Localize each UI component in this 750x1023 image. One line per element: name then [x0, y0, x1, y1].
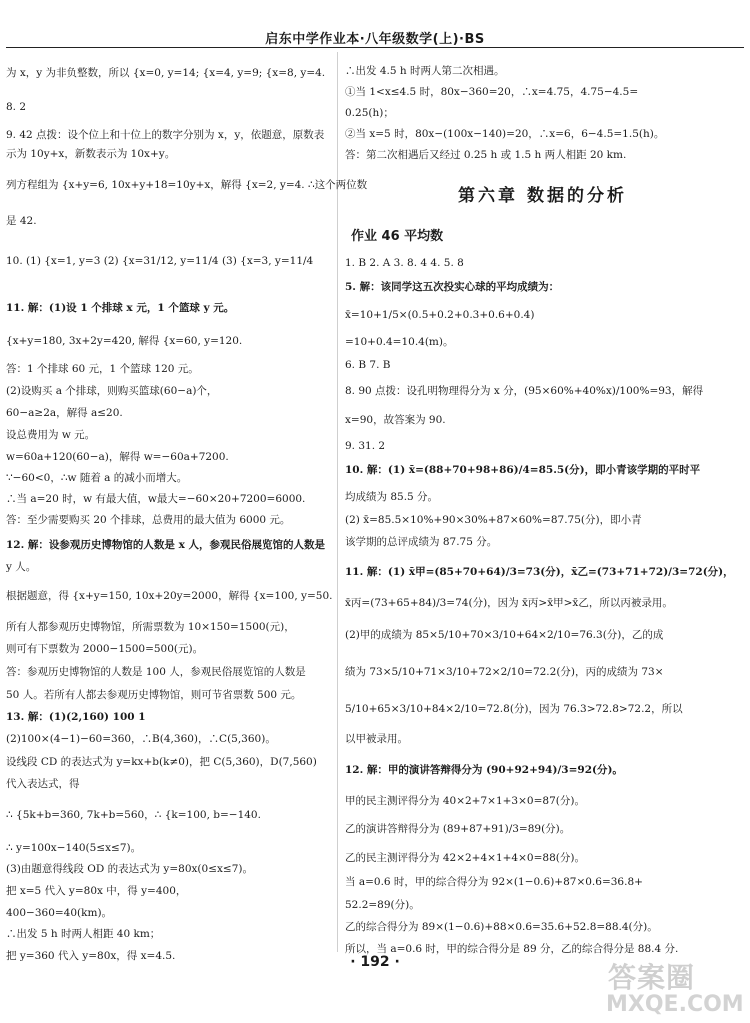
- text-line: 示为 10y+x，新数表示为 10x+y。: [6, 148, 176, 160]
- text-line: 答：至少需要购买 20 个排球，总费用的最大值为 6000 元。: [6, 514, 291, 526]
- text-line: 均成绩为 85.5 分。: [345, 491, 439, 503]
- text-line: w=60a+120(60−a)，解得 w=−60a+7200.: [6, 451, 229, 463]
- text-line: 答：第二次相遇后又经过 0.25 h 或 1.5 h 两人相距 20 km.: [345, 149, 627, 161]
- text-line: y 人。: [6, 561, 37, 573]
- text-line: 乙的民主测评得分为 42×2+4×1+4×0=88(分)。: [345, 852, 585, 864]
- text-line: 答：1 个排球 60 元，1 个篮球 120 元。: [6, 363, 199, 375]
- text-line: ∵−60<0，∴w 随着 a 的减小而增大。: [6, 472, 188, 484]
- text-line: 8. 2: [6, 101, 27, 113]
- text-line: 10. (1) {x=1, y=3 (2) {x=31/12, y=11/4 (3) {x=3, y=11/4: [6, 255, 314, 267]
- text-line: x̄丙=(73+65+84)/3=74(分)，因为 x̄丙>x̄甲>x̄乙，所以丙被录用。: [345, 597, 673, 609]
- text-line: (2) x̄=85.5×10%+90×30%+87×60%=87.75(分)，即小青: [345, 514, 642, 526]
- text-line: 列方程组为 {x+y=6, 10x+y+18=10y+x，解得 {x=2, y=4. ∴这个两位数: [6, 179, 368, 191]
- text-line: ②当 x=5 时，80x−(100x−140)=20，∴x=6，6−4.5=1.5(h)。: [345, 128, 665, 140]
- text-line: 为 x，y 为非负整数，所以 {x=0, y=14; {x=4, y=9; {x=8, y=4.: [6, 67, 326, 79]
- text-line: {x+y=180, 3x+2y=420, 解得 {x=60, y=120.: [6, 335, 243, 347]
- watermark-logo: [606, 956, 746, 1020]
- text-line: 5. 解：该同学这五次投实心球的平均成绩为：: [345, 281, 560, 293]
- text-line: 13. 解：(1)(2,160) 100 1: [6, 711, 146, 723]
- text-line: 是 42.: [6, 215, 37, 227]
- text-line: ∴当 a=20 时，w 有最大值，w最大=−60×20+7200=6000.: [6, 493, 306, 505]
- watermark-site-text: MXQE.COM: [606, 992, 744, 1017]
- text-line: 根据题意，得 {x+y=150, 10x+20y=2000，解得 {x=100, y=50.: [6, 590, 333, 602]
- text-line: 所以，当 a=0.6 时，甲的综合得分是 89 分，乙的综合得分是 88.4 分.: [345, 943, 679, 955]
- text-line: 甲的民主测评得分为 40×2+7×1+3×0=87(分)。: [345, 795, 585, 807]
- text-line: 11. 解：(1) x̄甲=(85+70+64)/3=73(分)，x̄乙=(73+71+72)/3=72(分)，: [345, 566, 734, 578]
- text-line: 12. 解：甲的演讲答辩得分为 (90+92+94)/3=92(分)。: [345, 764, 623, 776]
- text-line: 9. 42 点拨：设个位上和十位上的数字分别为 x，y，依题意，原数表: [6, 129, 325, 141]
- text-line: 5/10+65×3/10+84×2/10=72.8(分)，因为 76.3>72.8>72.2，所以: [345, 703, 683, 715]
- text-line: x̄=10+1/5×(0.5+0.2+0.3+0.6+0.4): [345, 309, 535, 321]
- text-line: 乙的综合得分为 89×(1−0.6)+88×0.6=35.6+52.8=88.4(分)。: [345, 921, 658, 933]
- text-line: 8. 90 点拨：设孔明物理得分为 x 分，(95×60%+40%x)/100%=93，解得: [345, 385, 704, 397]
- header-rule: [6, 47, 744, 48]
- text-line: 11. 解：(1)设 1 个排球 x 元，1 个篮球 y 元。: [6, 302, 235, 314]
- text-line: 当 a=0.6 时，甲的综合得分为 92×(1−0.6)+87×0.6=36.8+: [345, 876, 643, 888]
- page-header-title: 启东中学作业本·八年级数学(上)·BS: [265, 32, 485, 47]
- text-line: 答：参观历史博物馆的人数是 100 人，参观民俗展览馆的人数是: [6, 666, 306, 678]
- text-line: 把 x=5 代入 y=80x 中，得 y=400，: [6, 885, 187, 897]
- text-line: 代入表达式，得: [6, 778, 80, 790]
- text-line: 设线段 CD 的表达式为 y=kx+b(k≠0)，把 C(5,360)，D(7,560): [6, 756, 317, 768]
- text-line: (2)设购买 a 个排球，则购买篮球(60−a)个，: [6, 385, 218, 397]
- text-line: 设总费用为 w 元。: [6, 429, 96, 441]
- text-line: ∴ {5k+b=360, 7k+b=560，∴ {k=100, b=−140.: [6, 809, 261, 821]
- text-line: (3)由题意得线段 OD 的表达式为 y=80x(0≤x≤7)。: [6, 863, 253, 875]
- text-line: (2)甲的成绩为 85×5/10+70×3/10+64×2/10=76.3(分)，乙的成: [345, 629, 664, 641]
- text-line: 1. B 2. A 3. 8. 4 4. 5. 8: [345, 257, 464, 269]
- text-line: ①当 1<x≤4.5 时，80x−360=20，∴x=4.75，4.75−4.5=: [345, 86, 639, 98]
- text-line: 所有人都参观历史博物馆，所需票数为 10×150=1500(元)，: [6, 621, 295, 633]
- text-line: 52.2=89(分)。: [345, 899, 420, 911]
- text-line: 该学期的总评成绩为 87.75 分。: [345, 536, 498, 548]
- text-line: 0.25(h)；: [345, 107, 394, 119]
- text-line: 9. 31. 2: [345, 440, 386, 452]
- text-line: =10+0.4=10.4(m)。: [345, 336, 454, 348]
- text-line: x=90，故答案为 90.: [345, 414, 446, 426]
- text-line: (2)100×(4−1)−60=360，∴B(4,360)，∴C(5,360)。: [6, 733, 276, 745]
- section-title: 作业 46 平均数: [351, 229, 444, 244]
- text-line: ∴ y=100x−140(5≤x≤7)。: [6, 842, 142, 854]
- text-line: 400−360=40(km)。: [6, 907, 113, 919]
- page-number: · 192 ·: [350, 954, 400, 970]
- text-line: 10. 解：(1) x̄=(88+70+98+86)/4=85.5(分)，即小青该学期的平时平: [345, 464, 701, 476]
- chapter-title: 第六章 数据的分析: [458, 186, 627, 206]
- text-line: 60−a≥2a，解得 a≤20.: [6, 407, 123, 419]
- text-line: 绩为 73×5/10+71×3/10+72×2/10=72.2(分)，丙的成绩为 73×: [345, 666, 664, 678]
- watermark-logo-text: 答案圈: [608, 961, 696, 994]
- text-line: 50 人。若所有人都去参观历史博物馆，则可节省票数 500 元。: [6, 689, 302, 701]
- text-line: 乙的演讲答辩得分为 (89+87+91)/3=89(分)。: [345, 823, 571, 835]
- text-line: ∴出发 5 h 时两人相距 40 km；: [6, 928, 161, 940]
- text-line: 把 y=360 代入 y=80x，得 x=4.5.: [6, 950, 176, 962]
- text-line: 则可有下票数为 2000−1500=500(元)。: [6, 643, 204, 655]
- text-line: ∴出发 4.5 h 时两人第二次相遇。: [345, 65, 505, 77]
- text-line: 6. B 7. B: [345, 359, 391, 371]
- text-line: 12. 解：设参观历史博物馆的人数是 x 人，参观民俗展览馆的人数是: [6, 539, 325, 551]
- text-line: 以甲被录用。: [345, 733, 408, 745]
